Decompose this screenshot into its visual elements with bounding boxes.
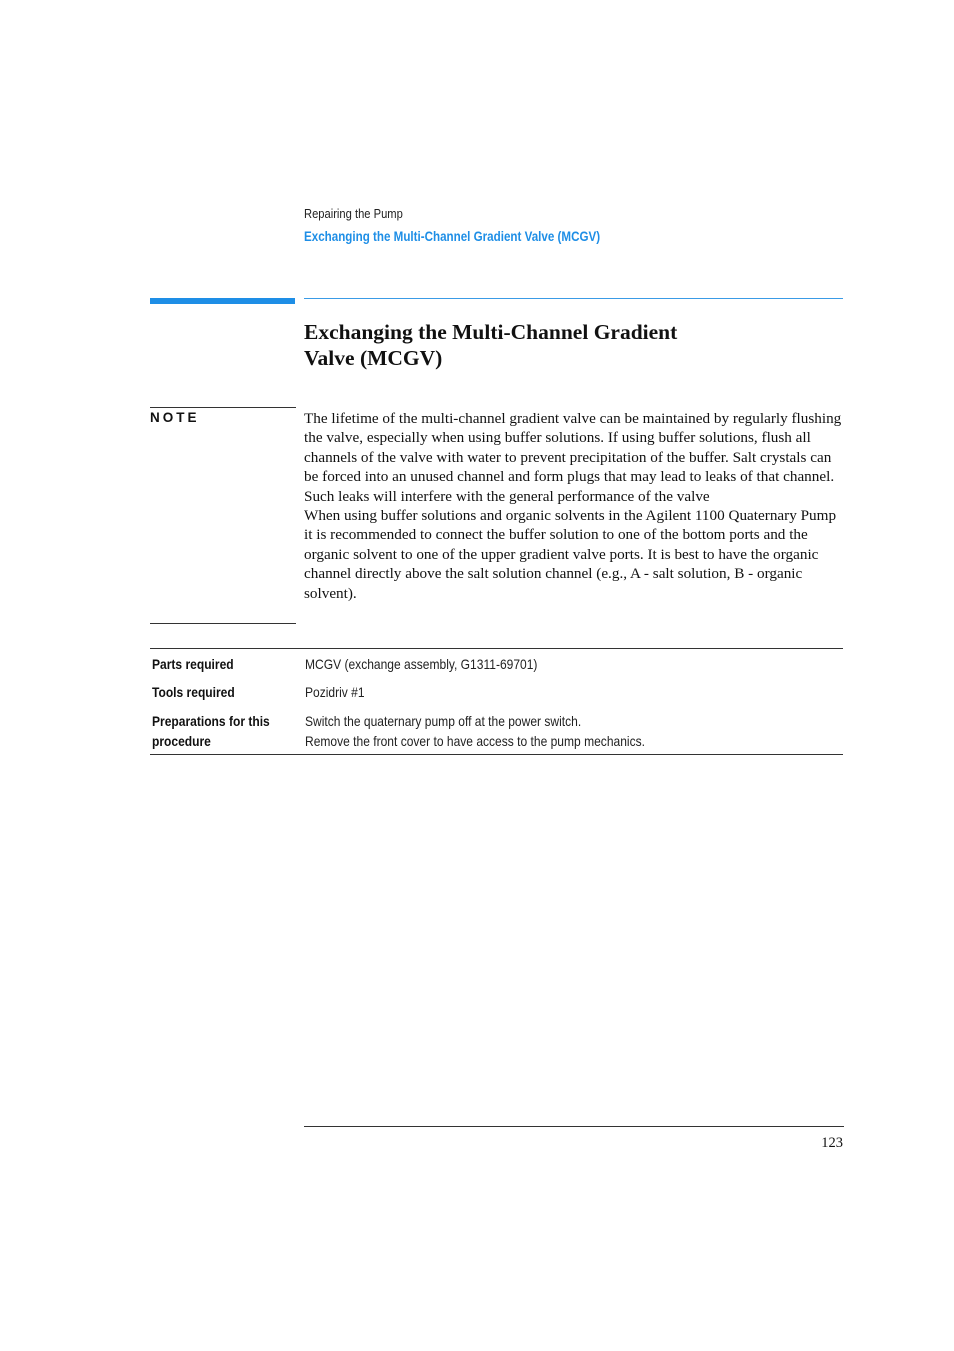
preparations-label-line-1: Preparations for this — [152, 713, 270, 729]
parts-required-label: Parts required — [152, 656, 234, 672]
preparations-step-2: Remove the front cover to have access to the pump mechanics. — [305, 732, 645, 749]
page-title — [304, 319, 824, 371]
preparations-label-line-2: procedure — [152, 732, 211, 749]
requirements-table-rule-top — [150, 648, 843, 649]
preparations-value — [305, 712, 645, 751]
running-header-section: Exchanging the Multi-Channel Gradient Valve (MCGV) — [304, 229, 601, 244]
tools-required-label: Tools required — [152, 684, 235, 700]
page-title-line-2: Valve (MCGV) — [304, 346, 443, 370]
section-rule — [304, 298, 843, 299]
note-paragraph-2: When using buffer solutions and organic solvents in the Agilent 1100 Quaternary Pump it is recommended to connect the buffer solution to one of the bottom ports and the organic solvent to one of the upper gradient valve ports. It is best to have the organic channel directly above the salt solution channel (e.g., A - salt solution, B - organic solvent). — [304, 507, 837, 602]
note-label: NOTE — [150, 410, 200, 425]
footer-rule — [304, 1126, 844, 1127]
section-marker-bar — [150, 298, 295, 304]
note-rule-top — [150, 407, 296, 408]
page-number: 123 — [821, 1135, 843, 1151]
tools-required-value: Pozidriv #1 — [305, 684, 365, 700]
page-title-line-1: Exchanging the Multi-Channel Gradient — [304, 320, 678, 344]
note-paragraph-1: The lifetime of the multi-channel gradient valve can be maintained by regularly flushing the valve, especially when using buffer solutions. If using buffer solutions, flush all channels of the valve with water to prevent precipitation of the buffer. Salt crystals can be forced into an unused channel and form plugs that may lead to leaks of that channel. Such leaks will interfere with the general performance of the valve — [304, 410, 842, 505]
parts-required-value: MCGV (exchange assembly, G1311-69701) — [305, 656, 538, 672]
note-body — [304, 409, 844, 603]
preparations-step-1: Switch the quaternary pump off at the power switch. — [305, 713, 582, 729]
preparations-label — [152, 712, 281, 751]
note-rule-bottom — [150, 623, 296, 624]
running-header-chapter: Repairing the Pump — [304, 206, 403, 221]
requirements-table-rule-bottom — [150, 754, 843, 755]
